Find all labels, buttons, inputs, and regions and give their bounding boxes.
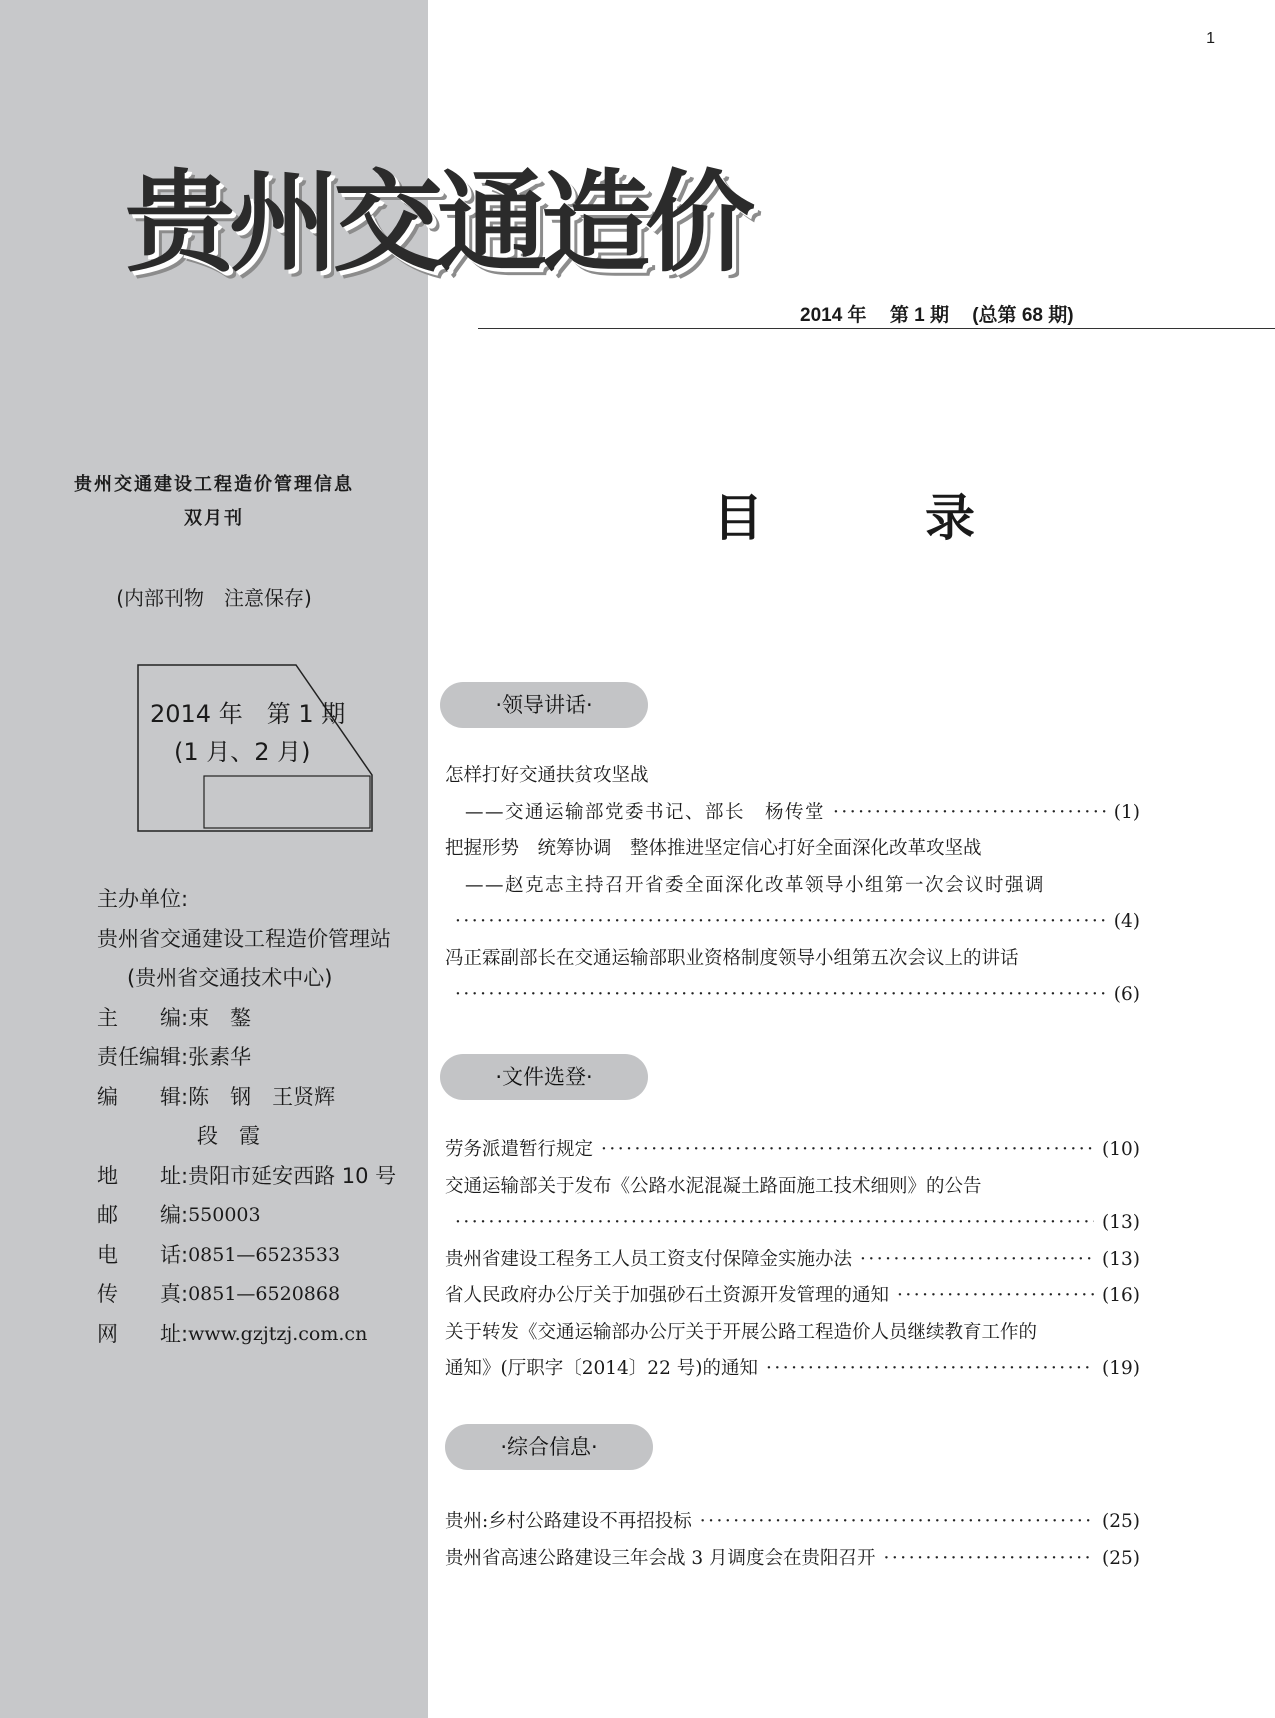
- toc-line: [445, 1315, 1140, 1352]
- postcode-row: [97, 1196, 427, 1236]
- organizer-label-row: [97, 880, 427, 920]
- toc-line: [445, 1351, 1140, 1388]
- issue-line: [800, 300, 1092, 327]
- phone-label: 电 话:: [97, 1242, 189, 1267]
- chief-editor: 束 鏊: [188, 1005, 252, 1030]
- masthead-divider: [478, 328, 1275, 329]
- issue-number: 第 1 期: [889, 305, 949, 326]
- page-number: 1: [1206, 30, 1215, 47]
- toc-line-text: 贵州省高速公路建设三年会战 3 月调度会在贵阳召开: [445, 1547, 876, 1569]
- toc-line-text: 交通运输部关于发布《公路水泥混凝土路面施工技术细则》的公告: [445, 1175, 982, 1197]
- toc-line: [445, 758, 1140, 795]
- issue-box-months: (1 月、2 月): [174, 738, 311, 766]
- website-row: [97, 1315, 427, 1355]
- toc-line-text: 贵州:乡村公路建设不再招投标: [445, 1511, 692, 1532]
- journal-title: 贵州交通造价: [125, 159, 749, 287]
- toc-leader-dots: [860, 1242, 1094, 1279]
- toc-page-ref: (25): [1102, 1547, 1140, 1569]
- publisher-info-line2: 双月刊: [184, 508, 244, 529]
- organizer-label: 主办单位:: [97, 887, 189, 911]
- toc-leader-dots: [700, 1504, 1094, 1541]
- address: 贵阳市延安西路 10 号: [188, 1163, 397, 1188]
- publisher-info: [0, 468, 428, 536]
- publisher-info-line1: 贵州交通建设工程造价管理信息: [74, 474, 354, 495]
- organizer-alt-row: [97, 959, 427, 999]
- toc-line: [445, 868, 1140, 905]
- address-row: [97, 1157, 427, 1197]
- toc-leader-dots: [833, 795, 1106, 832]
- toc-line-text: 贵州省建设工程务工人员工资支付保障金实施办法: [445, 1248, 853, 1270]
- toc-line-text: 冯正霖副部长在交通运输部职业资格制度领导小组第五次会议上的讲话: [445, 947, 1019, 969]
- toc-line-text: 通知》(厅职字〔2014〕22 号)的通知: [445, 1358, 758, 1379]
- masthead-info: [97, 880, 427, 1354]
- toc-line: [445, 941, 1140, 978]
- toc-leader-dots: [455, 1205, 1094, 1242]
- toc-leader-dots: [766, 1351, 1094, 1388]
- toc-line: [445, 1278, 1140, 1315]
- toc-page-ref: (13): [1102, 1248, 1140, 1270]
- toc-page-ref: (25): [1102, 1511, 1140, 1532]
- toc-line: [445, 1205, 1140, 1242]
- toc-line-text: ——赵克志主持召开省委全面深化改革领导小组第一次会议时强调: [465, 874, 1046, 896]
- toc-page-ref: (13): [1102, 1212, 1140, 1233]
- toc-page-ref: (6): [1113, 984, 1140, 1005]
- fax-row: [97, 1275, 427, 1315]
- toc-line: [445, 1504, 1140, 1541]
- chief-editor-label: 主 编:: [97, 1005, 189, 1030]
- fax-label: 传 真:: [97, 1282, 189, 1306]
- chief-editor-row: [97, 999, 427, 1039]
- internal-note: (内部刊物 注意保存): [116, 586, 312, 610]
- toc-line-text: 关于转发《交通运输部办公厅关于开展公路工程造价人员继续教育工作的: [445, 1321, 1038, 1343]
- toc-line: [445, 831, 1140, 868]
- toc-page-ref: (1): [1113, 801, 1140, 823]
- editors: 陈 钢 王贤辉: [188, 1084, 336, 1109]
- toc-page-ref: (19): [1102, 1358, 1140, 1379]
- toc-leader-dots: [897, 1278, 1094, 1315]
- organizer-alt: (贵州省交通技术中心): [127, 966, 333, 990]
- toc-section-selected-documents: [445, 1132, 1140, 1388]
- section-tab-selected-documents: ·文件选登·: [440, 1054, 648, 1100]
- postcode-label: 邮 编:: [97, 1203, 189, 1227]
- toc-line: [445, 1242, 1140, 1279]
- fax: 0851—6520868: [188, 1283, 341, 1305]
- toc-leader-dots: [601, 1132, 1094, 1169]
- phone-row: [97, 1236, 427, 1276]
- toc-line: [445, 795, 1140, 832]
- toc-line: [445, 977, 1140, 1014]
- postcode: 550003: [188, 1204, 261, 1226]
- toc-page-ref: (4): [1113, 911, 1140, 932]
- toc-leader-dots: [455, 977, 1106, 1014]
- issue-box: [136, 664, 378, 832]
- responsible-editor-label: 责任编辑:: [97, 1045, 189, 1069]
- toc-title: 目 录: [713, 488, 1031, 547]
- editors-row-2: [97, 1117, 427, 1157]
- issue-box-year-issue: 2014 年 第 1 期: [150, 700, 346, 728]
- toc-page-ref: (10): [1102, 1139, 1140, 1160]
- toc-line-text: 把握形势 统筹协调 整体推进坚定信心打好全面深化改革攻坚战: [445, 838, 982, 859]
- responsible-editor: 张素华: [188, 1045, 252, 1069]
- toc-leader-dots: [884, 1541, 1094, 1578]
- editors-label: 编 辑:: [97, 1084, 189, 1109]
- toc-line: [445, 1169, 1140, 1206]
- organizer-row: [97, 920, 427, 960]
- toc-section-general-news: [445, 1504, 1140, 1577]
- section-tab-leadership-speeches: ·领导讲话·: [440, 682, 648, 728]
- phone: 0851—6523533: [188, 1243, 341, 1266]
- responsible-editor-row: [97, 1038, 427, 1078]
- toc-line: [445, 904, 1140, 941]
- website: www.gzjtzj.com.cn: [188, 1322, 368, 1345]
- toc-line-text: 劳务派遣暂行规定: [445, 1139, 594, 1160]
- toc-line-text: ——交通运输部党委书记、部长 杨传堂: [465, 801, 826, 823]
- organizer: 贵州省交通建设工程造价管理站: [97, 926, 391, 951]
- toc-leader-dots: [455, 904, 1106, 941]
- toc-line-text: 怎样打好交通扶贫攻坚战: [445, 765, 649, 786]
- address-label: 地 址:: [97, 1163, 189, 1188]
- issue-year: 2014 年: [800, 305, 867, 326]
- toc-section-leadership-speeches: [445, 758, 1140, 1014]
- toc-page-ref: (16): [1102, 1285, 1140, 1306]
- editors-row: [97, 1078, 427, 1118]
- editors-line2: 段 霞: [197, 1124, 260, 1148]
- toc-line: [445, 1541, 1140, 1578]
- website-label: 网 址:: [97, 1321, 189, 1346]
- section-tab-general-news: ·综合信息·: [445, 1424, 653, 1470]
- issue-total: (总第 68 期): [972, 305, 1074, 326]
- toc-line-text: 省人民政府办公厅关于加强砂石土资源开发管理的通知: [445, 1285, 890, 1306]
- toc-line: [445, 1132, 1140, 1169]
